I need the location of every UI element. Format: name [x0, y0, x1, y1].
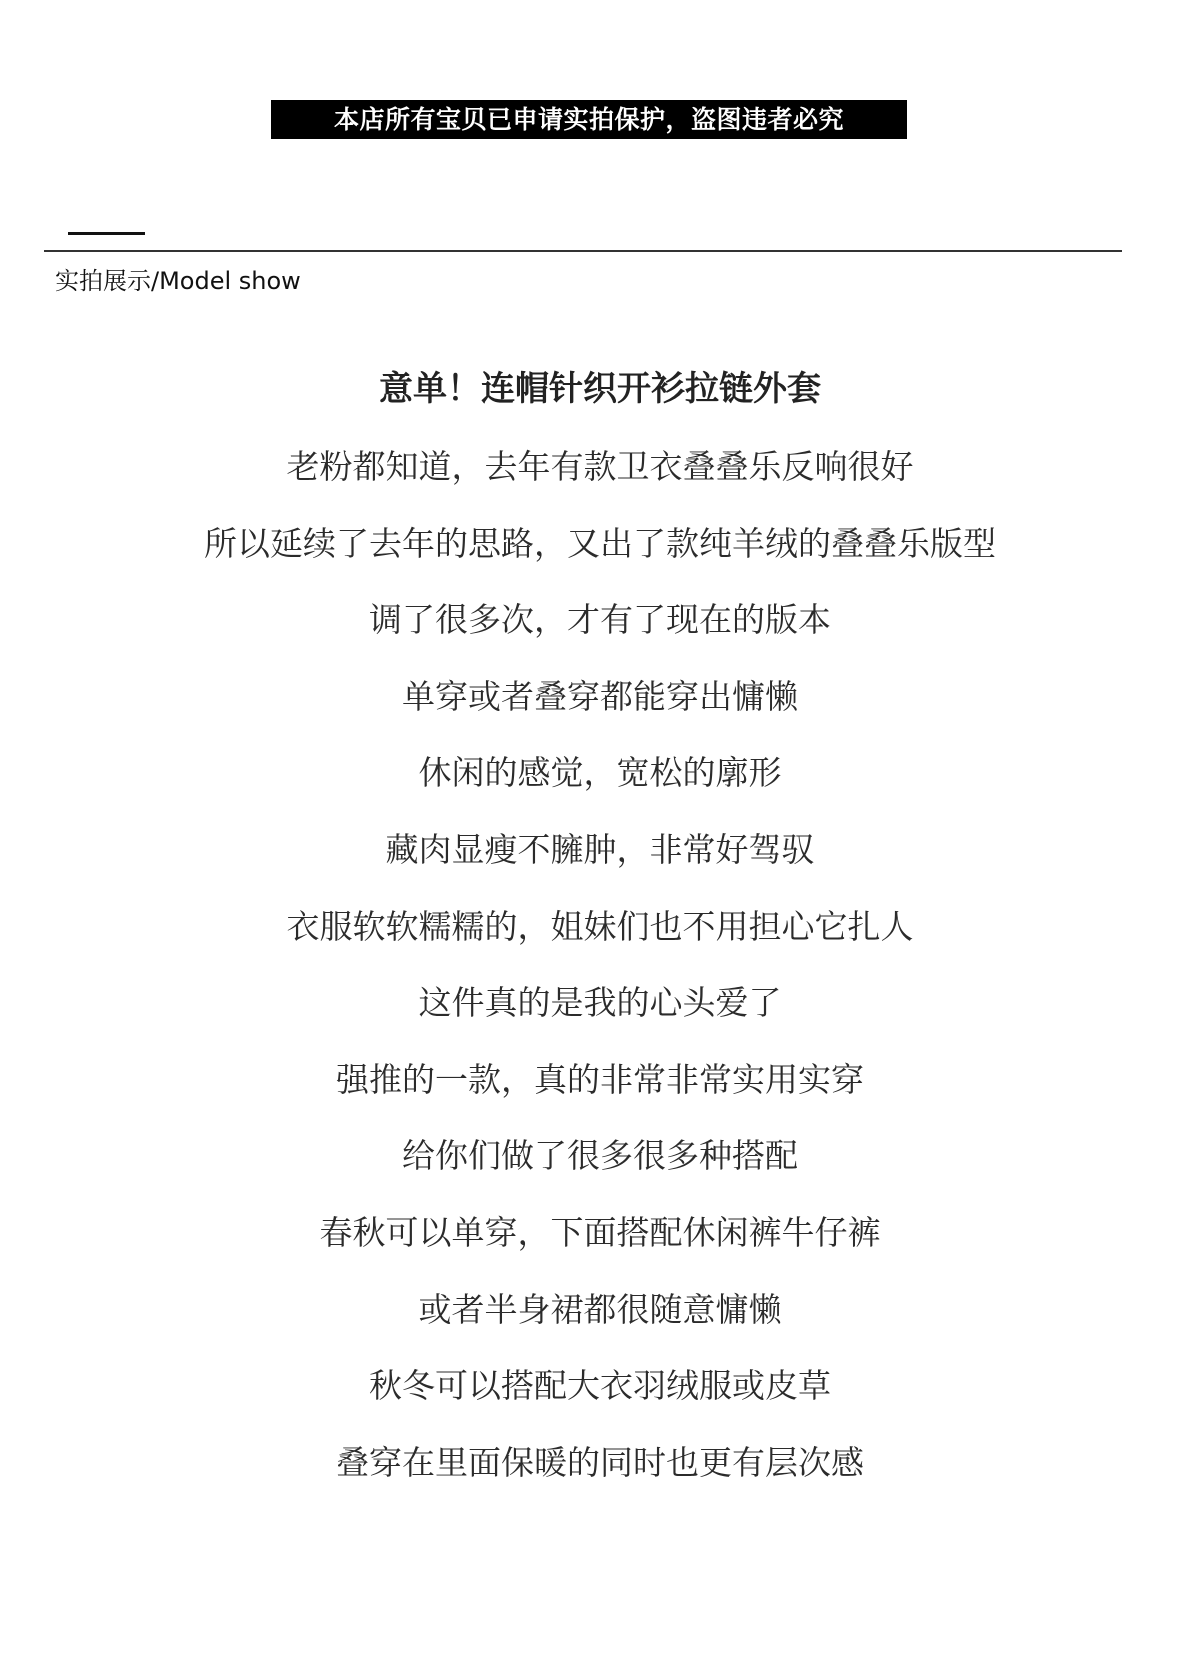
description-line: 衣服软软糯糯的，姐妹们也不用担心它扎人: [286, 906, 914, 946]
description-line: 所以延续了去年的思路，又出了款纯羊绒的叠叠乐版型: [204, 523, 996, 563]
description-line: 单穿或者叠穿都能穿出慵懒: [402, 676, 798, 716]
description-line: 叠穿在里面保暖的同时也更有层次感: [336, 1442, 864, 1482]
section-divider: [44, 250, 1122, 252]
copyright-notice-banner: 本店所有宝贝已申请实拍保护，盗图违者必究: [271, 100, 907, 139]
description-line: 或者半身裙都很随意慵懒: [418, 1289, 782, 1329]
description-line: 给你们做了很多很多种搭配: [402, 1136, 798, 1176]
description-line: 藏肉显瘦不臃肿，非常好驾驭: [385, 829, 815, 869]
description-line: 强推的一款，真的非常非常实用实穿: [336, 1059, 864, 1099]
description-line: 休闲的感觉，宽松的廓形: [418, 753, 782, 793]
description-line: 这件真的是我的心头爱了: [418, 983, 782, 1023]
description-line: 秋冬可以搭配大衣羽绒服或皮草: [369, 1366, 831, 1406]
description-line: 调了很多次，才有了现在的版本: [369, 600, 831, 640]
description-line: 春秋可以单穿，下面搭配休闲裤牛仔裤: [319, 1212, 881, 1252]
description-line: 老粉都知道，去年有款卫衣叠叠乐反响很好: [286, 447, 914, 486]
section-title: 实拍展示/Model show: [55, 267, 301, 295]
section-accent-bar: [68, 232, 145, 235]
description-list: [0, 442, 1200, 1514]
product-title: 意单！连帽针织开衫拉链外套: [379, 369, 821, 409]
